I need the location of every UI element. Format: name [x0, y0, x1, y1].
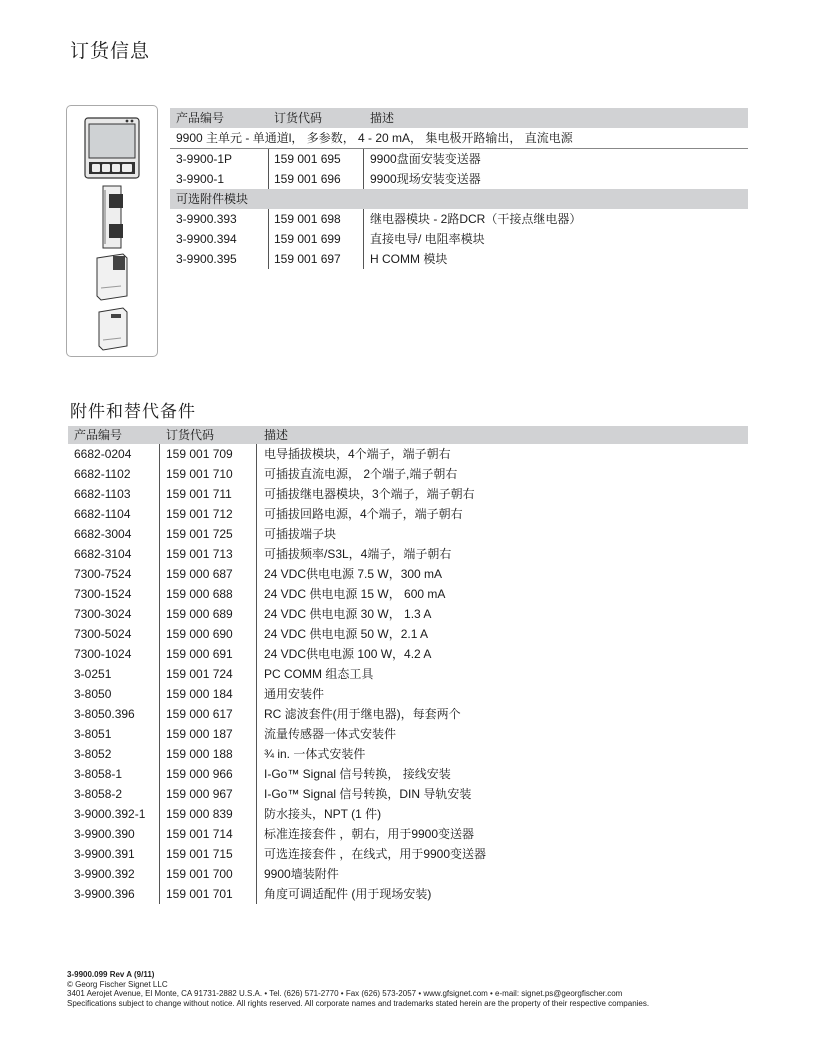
order-code: 159 001 699	[274, 232, 341, 246]
description: 24 VDC 供电电源 30 W， 1.3 A	[264, 607, 432, 621]
part-number: 6682-3104	[74, 547, 132, 561]
part-number: 3-0251	[74, 667, 112, 681]
description: 可插拔频率/S3L，4端子，端子朝右	[264, 547, 452, 561]
part-number: 3-8050	[74, 687, 112, 701]
order-code: 159 001 711	[166, 487, 232, 501]
description: 角度可调适配件 (用于现场安装)	[264, 887, 432, 901]
description: 可插拔直流电源， 2个端子,端子朝右	[264, 467, 458, 481]
description: 24 VDC 供电电源 50 W，2.1 A	[264, 627, 429, 641]
table-row	[68, 784, 748, 804]
description: 9900盘面安装变送器	[370, 152, 481, 166]
description: 防水接头，NPT (1 件)	[264, 807, 382, 821]
part-number: 3-9900.396	[74, 887, 135, 901]
part-number: 3-8052	[74, 747, 112, 761]
table-row	[68, 584, 748, 604]
conductivity-module-icon	[97, 254, 127, 300]
order-code: 159 001 712	[166, 507, 233, 521]
table-row	[68, 544, 748, 564]
table-row	[170, 249, 748, 269]
order-code: 159 001 696	[274, 172, 341, 186]
part-number: 6682-1103	[74, 487, 131, 501]
description: I-Go™ Signal 信号转换， 接线安装	[264, 767, 451, 781]
part-number: 6682-1104	[74, 507, 131, 521]
table-row	[68, 484, 748, 504]
part-number: 3-9000.392-1	[74, 807, 146, 821]
description: 24 VDC供电电源 7.5 W，300 mA	[264, 567, 443, 581]
order-code: 159 001 713	[166, 547, 233, 561]
table-row	[68, 444, 748, 464]
ordering-title: 订货信息	[70, 40, 151, 62]
description: 9900现场安装变送器	[370, 172, 481, 186]
order-code: 159 000 617	[166, 707, 233, 721]
order-code: 159 000 967	[166, 787, 233, 801]
part-number: 3-8051	[74, 727, 112, 741]
part-number: 6682-3004	[74, 527, 132, 541]
table-row	[68, 664, 748, 684]
part-number: 7300-1524	[74, 587, 132, 601]
part-number: 7300-5024	[74, 627, 132, 641]
description: 电导插拔模块，4个端子，端子朝右	[264, 447, 451, 461]
table-row	[68, 824, 748, 844]
product-illustrations	[67, 106, 157, 356]
ordering-header-row	[170, 108, 748, 128]
table-row	[68, 524, 748, 544]
group-optional-label: 可选附件模块	[176, 192, 249, 206]
copyright: © Georg Fischer Signet LLC	[67, 979, 168, 989]
description: 9900墙装附件	[264, 867, 339, 881]
table-row	[170, 229, 748, 249]
order-code: 159 001 714	[166, 827, 233, 841]
table-row	[68, 764, 748, 784]
notice: Specifications subject to change without notice. All rights reserved. All corporate names and trademarks stated herein are the property of their respective companies.	[67, 998, 650, 1008]
table-row	[68, 704, 748, 724]
description: 可插拔端子块	[264, 527, 337, 541]
order-code: 159 000 839	[166, 807, 233, 821]
hcomm-module-icon	[99, 308, 127, 350]
table-row	[170, 209, 748, 229]
accessories-header-row	[68, 426, 748, 444]
accessories-table	[68, 426, 748, 904]
description: 可选连接套件 ，在线式，用于9900变送器	[264, 847, 487, 861]
table-row	[68, 644, 748, 664]
group-main-label: 9900 主单元 - 单通道l， 多参数， 4 - 20 mA， 集电极开路输出， 直流电源	[176, 131, 573, 145]
table-row	[68, 624, 748, 644]
part-number: 3-8058-1	[74, 767, 123, 781]
table-row	[68, 564, 748, 584]
order-code: 159 000 188	[166, 747, 233, 761]
description: 24 VDC供电电源 100 W，4.2 A	[264, 647, 432, 661]
group-optional-row	[170, 189, 748, 209]
description: 通用安装件	[264, 687, 325, 701]
product-image-panel	[66, 105, 158, 357]
part-number: 3-9900.392	[74, 867, 135, 881]
order-code: 159 001 701	[166, 887, 233, 901]
accessories-title: 附件和替代备件	[70, 402, 196, 422]
description: 24 VDC 供电电源 15 W， 600 mA	[264, 587, 446, 601]
part-number: 3-9900-1	[176, 172, 225, 186]
order-code: 159 001 695	[274, 152, 341, 166]
order-code: 159 001 698	[274, 212, 341, 226]
description: ¾ in. 一体式安装件	[264, 747, 366, 761]
order-code: 159 001 709	[166, 447, 233, 461]
part-number: 3-9900.393	[176, 212, 237, 226]
order-code: 159 000 966	[166, 767, 233, 781]
order-code: 159 001 715	[166, 847, 233, 861]
part-number: 3-9900-1P	[176, 152, 233, 166]
header-desc: 描述	[264, 428, 289, 442]
order-code: 159 001 697	[274, 252, 341, 266]
accessories-rows	[68, 444, 748, 904]
description: 可插拔继电器模块，3个端子，端子朝右	[264, 487, 475, 501]
order-code: 159 001 724	[166, 667, 233, 681]
table-row	[68, 884, 748, 904]
part-number: 3-9900.390	[74, 827, 135, 841]
table-row	[68, 504, 748, 524]
part-number: 3-8050.396	[74, 707, 135, 721]
order-code: 159 001 710	[166, 467, 233, 481]
description: RC 滤波套件(用于继电器)，每套两个	[264, 707, 461, 721]
ordering-table	[170, 108, 748, 269]
part-number: 6682-0204	[74, 447, 132, 461]
table-row	[68, 684, 748, 704]
order-code: 159 000 184	[166, 687, 233, 701]
description: I-Go™ Signal 信号转换，DIN 导轨安装	[264, 787, 472, 801]
address: 3401 Aerojet Avenue, El Monte, CA 91731-2882 U.S.A. • Tel. (626) 571-2770 • Fax (626) 573-2057 • www.gfsignet.com • e-mail: signet.ps@georgfischer.com	[67, 989, 623, 998]
table-row	[68, 724, 748, 744]
table-row	[170, 149, 748, 169]
order-code: 159 001 725	[166, 527, 233, 541]
header-code: 订货代码	[166, 428, 215, 442]
description: H COMM 模块	[370, 252, 448, 266]
description: 可插拔回路电源，4个端子，端子朝右	[264, 507, 463, 521]
table-row	[68, 464, 748, 484]
part-number: 3-9900.391	[74, 847, 135, 861]
group-main-row	[170, 128, 748, 149]
header-desc: 描述	[370, 111, 395, 125]
table-row	[68, 804, 748, 824]
relay-module-icon	[103, 186, 123, 248]
order-code: 159 000 688	[166, 587, 233, 601]
order-code: 159 001 700	[166, 867, 233, 881]
order-code: 159 000 691	[166, 647, 233, 661]
table-row	[68, 864, 748, 884]
transmitter-icon	[85, 118, 139, 178]
order-code: 159 000 687	[166, 567, 233, 581]
part-number: 7300-1024	[74, 647, 132, 661]
header-code: 订货代码	[274, 111, 323, 125]
order-code: 159 000 689	[166, 607, 233, 621]
order-code: 159 000 690	[166, 627, 233, 641]
header-part: 产品编号	[74, 428, 123, 442]
part-number: 7300-3024	[74, 607, 132, 621]
part-number: 3-9900.395	[176, 252, 237, 266]
order-code: 159 000 187	[166, 727, 233, 741]
part-number: 3-8058-2	[74, 787, 123, 801]
description: 标准连接套件 ，朝右，用于9900变送器	[264, 827, 475, 841]
table-row	[68, 604, 748, 624]
table-row	[170, 169, 748, 189]
table-row	[68, 844, 748, 864]
header-part: 产品编号	[176, 111, 225, 125]
footer	[67, 970, 649, 1008]
part-number: 3-9900.394	[176, 232, 237, 246]
table-row	[68, 744, 748, 764]
description: 直接电导/ 电阻率模块	[370, 232, 485, 246]
description: 继电器模块 - 2路DCR（干接点继电器）	[370, 212, 582, 226]
description: 流量传感器一体式安装件	[264, 727, 397, 741]
part-number: 6682-1102	[74, 467, 131, 481]
description: PC COMM 组态工具	[264, 667, 374, 681]
doc-id: 3-9900.099 Rev A (9/11)	[67, 970, 155, 979]
part-number: 7300-7524	[74, 567, 132, 581]
